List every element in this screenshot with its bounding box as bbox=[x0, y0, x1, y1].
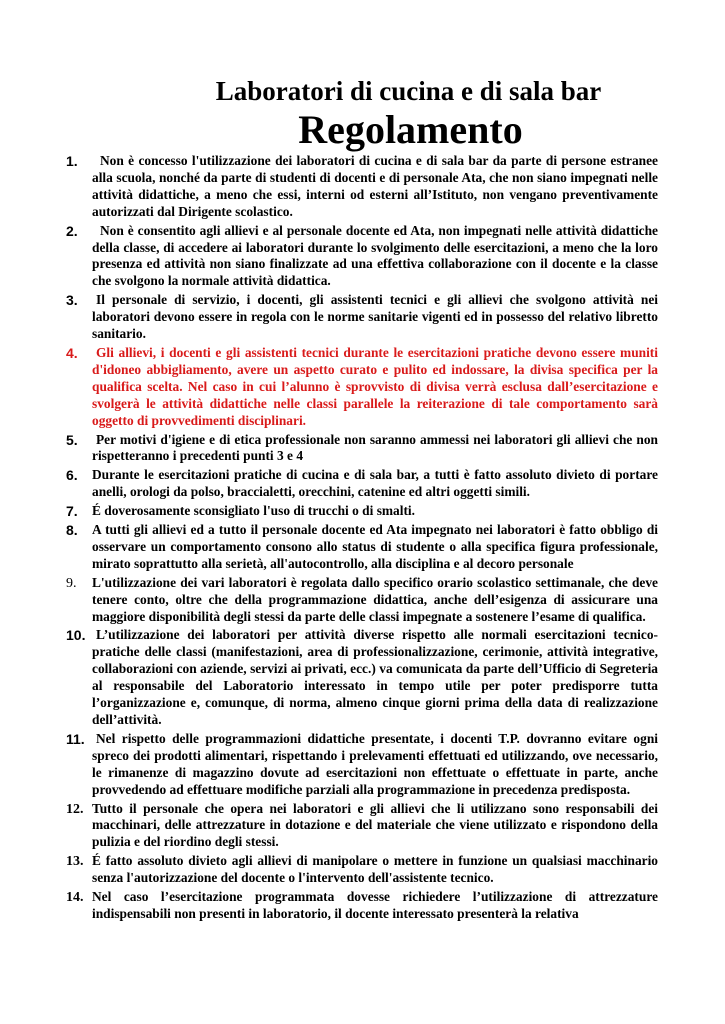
rule-item-2 bbox=[66, 223, 658, 291]
rule-text: É fatto assoluto divieto agli allievi di manipolare o mettere in funzione un qualsiasi macchinario senza l'autorizzazione del docente o l'intervento dell'assistente tecnico. bbox=[92, 853, 658, 886]
rule-item-4 bbox=[66, 345, 658, 430]
rule-text: Nel caso l’esercitazione programmata dovesse richiedere l’utilizzazione di attrezzature indispensabili non presenti in laboratorio, il docente interessato presenterà la relativa bbox=[92, 889, 658, 921]
rule-text: Durante le esercitazioni pratiche di cucina e di sala bar, a tutti è fatto assoluto divieto di portare anelli, orologi da polso, braccialetti, orecchini, catenine ed altri oggetti simili. bbox=[92, 467, 658, 500]
rule-number: 7. bbox=[66, 503, 78, 520]
document-subtitle: Regolamento bbox=[298, 107, 523, 152]
rule-text: L’utilizzazione dei laboratori per attività diverse rispetto alle normali esercitazioni tecnico-pratiche delle classi (manifestazioni, area di professionalizzazione, cerimonie, attività integrative, collaborazioni con aziende, servizi ai privati, ecc.) va comunicata da parte dell’Ufficio di Segreteria al responsabile del Laboratorio interessato in tempo utile per poter predisporre tutta l’organizzazione e, comunque, di norma, almeno cinque giorni prima della data di realizzazione dell’attività. bbox=[92, 627, 658, 727]
rule-text: L'utilizzazione dei vari laboratori è regolata dallo specifico orario scolastico settimanale, che deve tenere conto, oltre che della programmazione didattica, anche dell’esigenza di assicurare una maggiore disponibilità degli stessi da parte delle classi impegnate a sostenere l’esame di qualifica. bbox=[92, 574, 658, 624]
rule-item-6 bbox=[66, 467, 658, 501]
rule-number: 11. bbox=[66, 730, 85, 747]
rule-number: 6. bbox=[66, 467, 78, 484]
rules-list bbox=[66, 153, 658, 923]
rule-item-13 bbox=[66, 853, 658, 887]
rule-item-11 bbox=[66, 731, 658, 799]
rule-number: 14. bbox=[66, 890, 84, 906]
rule-number: 9. bbox=[66, 575, 77, 591]
rule-number: 8. bbox=[66, 522, 78, 539]
rule-text: Non è consentito agli allievi e al personale docente ed Ata, non impegnati nelle attività didattiche della classe, di accedere ai laboratori durante lo svolgimento delle esercitazioni, a meno che la loro presenza ed attività non siano finalizzate ad una effettiva collaborazione con il docente e la classe che svolgono la normale attività didattica. bbox=[92, 222, 658, 289]
rule-item-1 bbox=[66, 153, 658, 221]
rule-item-10 bbox=[66, 627, 658, 728]
rule-text: É doverosamente sconsigliato l'uso di trucchi o di smalti. bbox=[92, 503, 415, 519]
rule-text: A tutti gli allievi ed a tutto il personale docente ed Ata impegnato nei laboratori è fatto obbligo di osservare un comportamento consono allo status di studente o alla specifica figura professionale, mirato soprattutto alla serietà, all'autocontrollo, alla disciplina e al decoro personale bbox=[92, 522, 658, 571]
rule-number: 2. bbox=[66, 222, 78, 239]
rule-number: 13. bbox=[66, 854, 84, 870]
rule-text: Gli allievi, i docenti e gli assistenti tecnici durante le esercitazioni pratiche devono essere muniti d'idoneo abbigliamento, avere un aspetto curato e pulito ed indossare, la divisa specifica per la qualifica scelta. Nel caso in cui l’alunno è sprovvisto di divisa verrà esclusa dall’esercitazione e svolgerà le attività didattiche nelle classi parallele la reiterazione di tale comportamento sarà oggetto di provvedimenti disciplinari. bbox=[92, 344, 658, 428]
rule-number: 3. bbox=[66, 292, 78, 309]
rule-item-12 bbox=[66, 801, 658, 852]
rule-item-8 bbox=[66, 522, 658, 573]
rule-number: 5. bbox=[66, 431, 78, 448]
rule-text: Nel rispetto delle programmazioni didattiche presentate, i docenti T.P. dovranno evitare ogni spreco dei prodotti alimentari, rispettando i prelevamenti effettuati ed utilizzando, ove necessario, le rimanenze di magazzino dovute ad esercitazioni non effettuate o effettuate in parte, anche provvedendo ad effettuare modifiche parziali alla programmazione in precedenza predisposta. bbox=[92, 730, 658, 797]
rule-text: Tutto il personale che opera nei laboratori e gli allievi che li utilizzano sono responsabili dei macchinari, delle attrezzature in dotazione e del materiale che viene utilizzato e rispondono della pulizia e del riordino degli stessi. bbox=[92, 800, 658, 850]
rule-item-7 bbox=[66, 503, 658, 520]
rule-number: 12. bbox=[66, 801, 84, 817]
rule-text: Per motivi d'igiene e di etica professionale non saranno ammessi nei laboratori gli allievi che non rispetteranno i precedenti punti 3 e 4 bbox=[92, 431, 658, 464]
rule-number: 1. bbox=[66, 153, 78, 169]
rule-text: Non è concesso l'utilizzazione dei laboratori di cucina e di sala bar da parte di persone estranee alla scuola, nonché da parte di studenti di docenti e di personale Ata, che non siano impegnati nelle attività didattiche, a meno che essi, interni od esterni all’Istituto, non vengano preventivamente autorizzati dal Dirigente scolastico. bbox=[92, 153, 658, 219]
rule-number: 4. bbox=[66, 344, 78, 361]
rule-number: 10. bbox=[66, 627, 86, 644]
document-title: Laboratori di cucina e di sala bar bbox=[215, 76, 602, 106]
rule-text: Il personale di servizio, i docenti, gli assistenti tecnici e gli allievi che svolgono attività nei laboratori devono essere in regola con le norme sanitarie vigenti ed in possesso del relativo libretto sanitario. bbox=[92, 292, 658, 342]
rule-item-5 bbox=[66, 432, 658, 466]
rule-item-9 bbox=[66, 575, 658, 626]
rule-item-14 bbox=[66, 889, 658, 923]
rule-item-3 bbox=[66, 292, 658, 343]
